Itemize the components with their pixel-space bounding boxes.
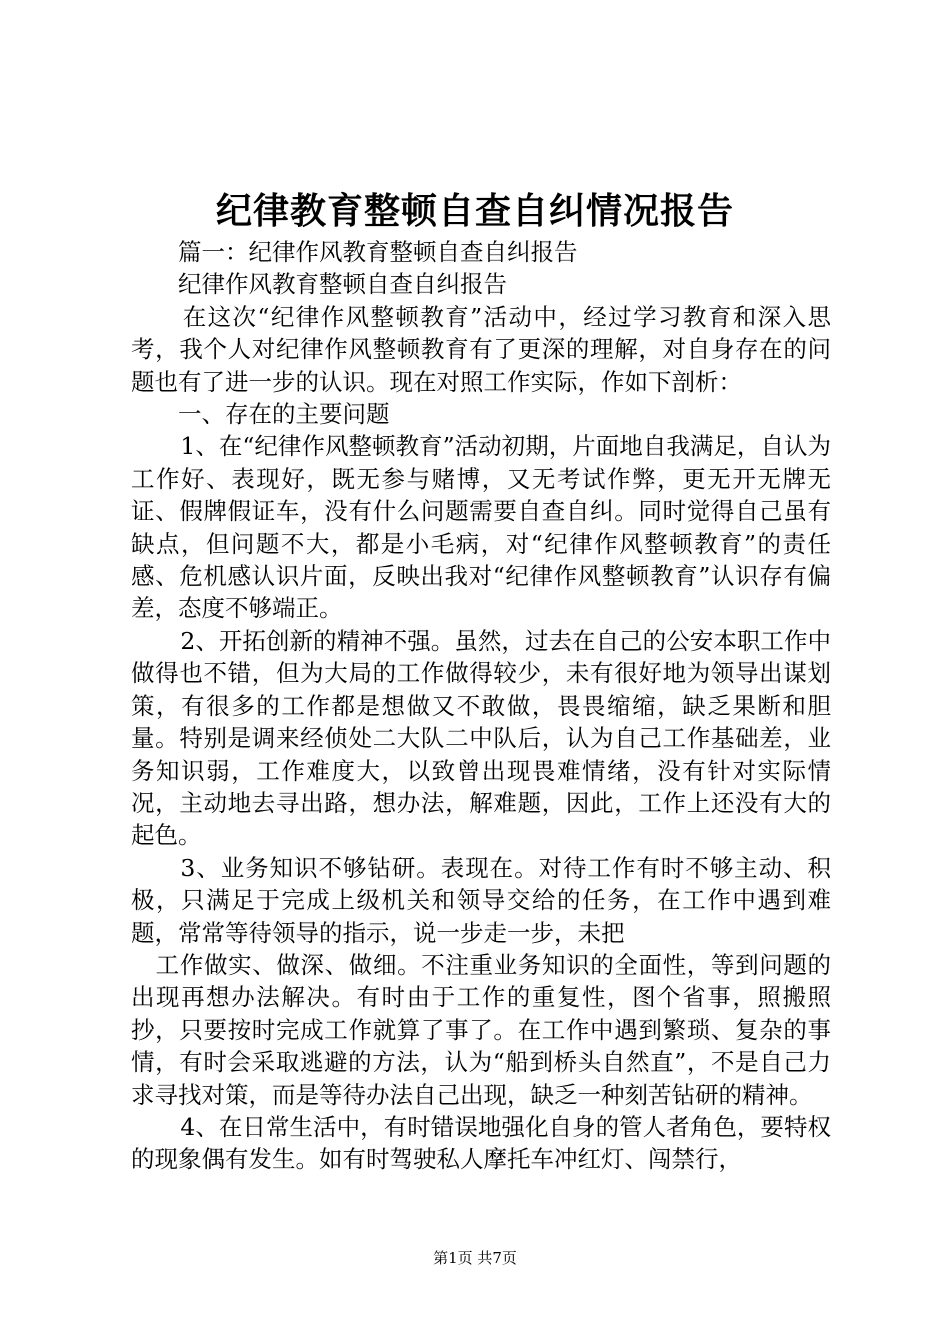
document-body [131,236,831,1176]
issue-paragraph-3-continued: 工作做实、做深、做细。不注重业务知识的全面性，等到问题的出现再想办法解决。有时由于工作的重复性，图个省事，照搬照抄，只要按时完成工作就算了事了。在工作中遇到繁琐、复杂的事情，有时会采取逃避的方法，认为“船到桥头自然直”，不是自己力求寻找对策，而是等待办法自己出现，缺乏一种刻苦钻研的精神。 [131,950,831,1109]
document-title: 纪律教育整顿自查自纠情况报告 [215,191,734,232]
issue-paragraph-2: 2、开拓创新的精神不强。虽然，过去在自己的公安本职工作中做得也不错，但为大局的工作做得较少，未有很好地为领导出谋划策，有很多的工作都是想做又不敢做，畏畏缩缩，缺乏果断和胆量。特别是调来经侦处二大队二中队后，认为自己工作基础差，业务知识弱，工作难度大，以致曾出现畏难情绪，没有针对实际情况，主动地去寻出路，想办法，解难题，因此，工作上还没有大的起色。 [131,626,831,850]
subtitle: 纪律作风教育整顿自查自纠报告 [178,270,507,299]
page-number-footer: 第1页 共7页 [433,1249,517,1267]
intro-paragraph: 在这次“纪律作风整顿教育”活动中，经过学习教育和深入思考，我个人对纪律作风整顿教育有了更深的理解，对自身存在的问题也有了进一步的认识。现在对照工作实际，作如下剖析： [131,302,831,396]
section-heading-issues: 一、存在的主要问题 [178,400,390,429]
section-heading: 篇一：纪律作风教育整顿自查自纠报告 [178,238,578,266]
issue-paragraph-4: 4、在日常生活中，有时错误地强化自身的管人者角色，要特权的现象偶有发生。如有时驾驶私人摩托车冲红灯、闯禁行， [131,1112,831,1174]
issue-paragraph-1: 1、在“纪律作风整顿教育”活动初期，片面地自我满足，自认为工作好、表现好，既无参与赌博，又无考试作弊，更无开无牌无证、假牌假证车，没有什么问题需要自查自纠。同时觉得自己虽有缺点，但问题不大，都是小毛病，对“纪律作风整顿教育”的责任感、危机感认识片面，反映出我对“纪律作风整顿教育”认识存有偏差，态度不够端正。 [131,432,831,623]
issue-paragraph-3: 3、业务知识不够钻研。表现在。对待工作有时不够主动、积极，只满足于完成上级机关和领导交给的任务，在工作中遇到难题，常常等待领导的指示，说一步走一步，未把 [131,853,831,947]
